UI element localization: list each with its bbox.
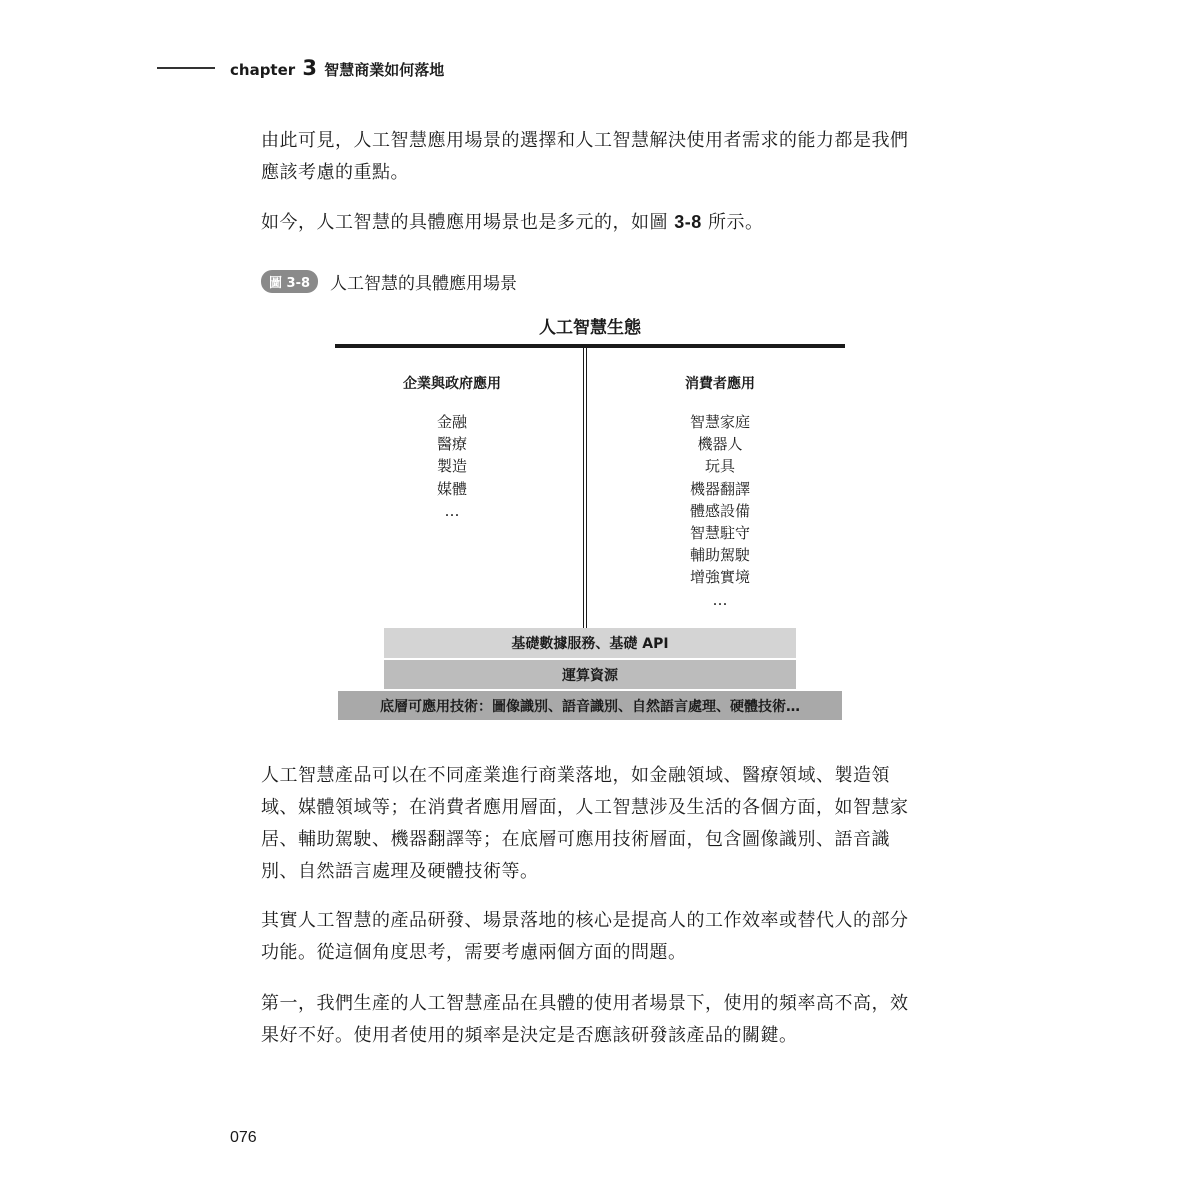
paragraph-4: 其實人工智慧的產品研發、場景落地的核心是提高人的工作效率或替代人的部分功能。從這個角度思考，需要考慮兩個方面的問題。: [261, 910, 909, 963]
list-item: 玩具: [704, 457, 735, 476]
right-column-list: [620, 411, 820, 611]
layer-data-services: 基礎數據服務、基礎 API: [384, 628, 796, 658]
chapter-number: 3: [302, 56, 318, 80]
right-column-heading: 消費者應用: [685, 376, 755, 392]
paragraph-5: 第一，我們生產的人工智慧產品在具體的使用者場景下，使用的頻率高不高，效果好不好。使用者使用的頻率是決定是否應該研發該產品的關鍵。: [261, 993, 909, 1046]
diagram-vertical-rule: [583, 348, 587, 628]
diagram-horizontal-rule: [335, 344, 845, 348]
diagram-title: 人工智慧生態: [539, 318, 641, 338]
list-item: …: [712, 590, 728, 609]
list-item: …: [444, 501, 460, 520]
paragraph-2: [261, 206, 921, 239]
page-number: 076: [230, 1129, 257, 1146]
figure-title: 人工智慧的具體應用場景: [330, 273, 518, 294]
chapter-word: chapter: [230, 61, 296, 79]
chapter-title: 智慧商業如何落地: [324, 61, 445, 79]
list-item: 體感設備: [689, 501, 750, 520]
header-rule: [157, 67, 215, 69]
list-item: 智慧家庭: [689, 413, 750, 431]
list-item: 金融: [436, 413, 467, 431]
list-item: 輔助駕駛: [689, 546, 750, 565]
paragraph-1: 由此可見，人工智慧應用場景的選擇和人工智慧解決使用者需求的能力都是我們應該考慮的重點。: [261, 130, 909, 183]
layer-underlying-technologies: 底層可應用技術：圖像識別、語音識別、自然語言處理、硬體技術…: [338, 691, 842, 720]
running-header: [230, 56, 444, 80]
list-item: 機器人: [697, 435, 743, 454]
list-item: 媒體: [436, 479, 467, 498]
paragraph-2-text-b: 所示。: [701, 212, 764, 233]
list-item: 智慧駐守: [689, 524, 750, 543]
list-item: 製造: [436, 457, 467, 476]
paragraph-2-text-a: 如今，人工智慧的具體應用場景也是多元的，如圖: [261, 212, 675, 233]
figure-caption: [261, 268, 517, 294]
list-item: 醫療: [436, 435, 467, 454]
left-column-list: [352, 411, 552, 522]
left-column-heading: 企業與政府應用: [403, 376, 501, 392]
figure-reference: 3-8: [674, 212, 702, 232]
layer-compute-resources: 運算資源: [384, 660, 796, 689]
figure-badge: 圖 3-8: [261, 270, 318, 293]
list-item: 機器翻譯: [689, 479, 750, 498]
paragraph-3: 人工智慧產品可以在不同產業進行商業落地，如金融領域、醫療領域、製造領域、媒體領域等；在消費者應用層面，人工智慧涉及生活的各個方面，如智慧家居、輔助駕駛、機器翻譯等；在底層可應用技術層面，包含圖像識別、語音識別、自然語言處理及硬體技術等。: [261, 765, 909, 882]
list-item: 增強實境: [689, 568, 750, 587]
